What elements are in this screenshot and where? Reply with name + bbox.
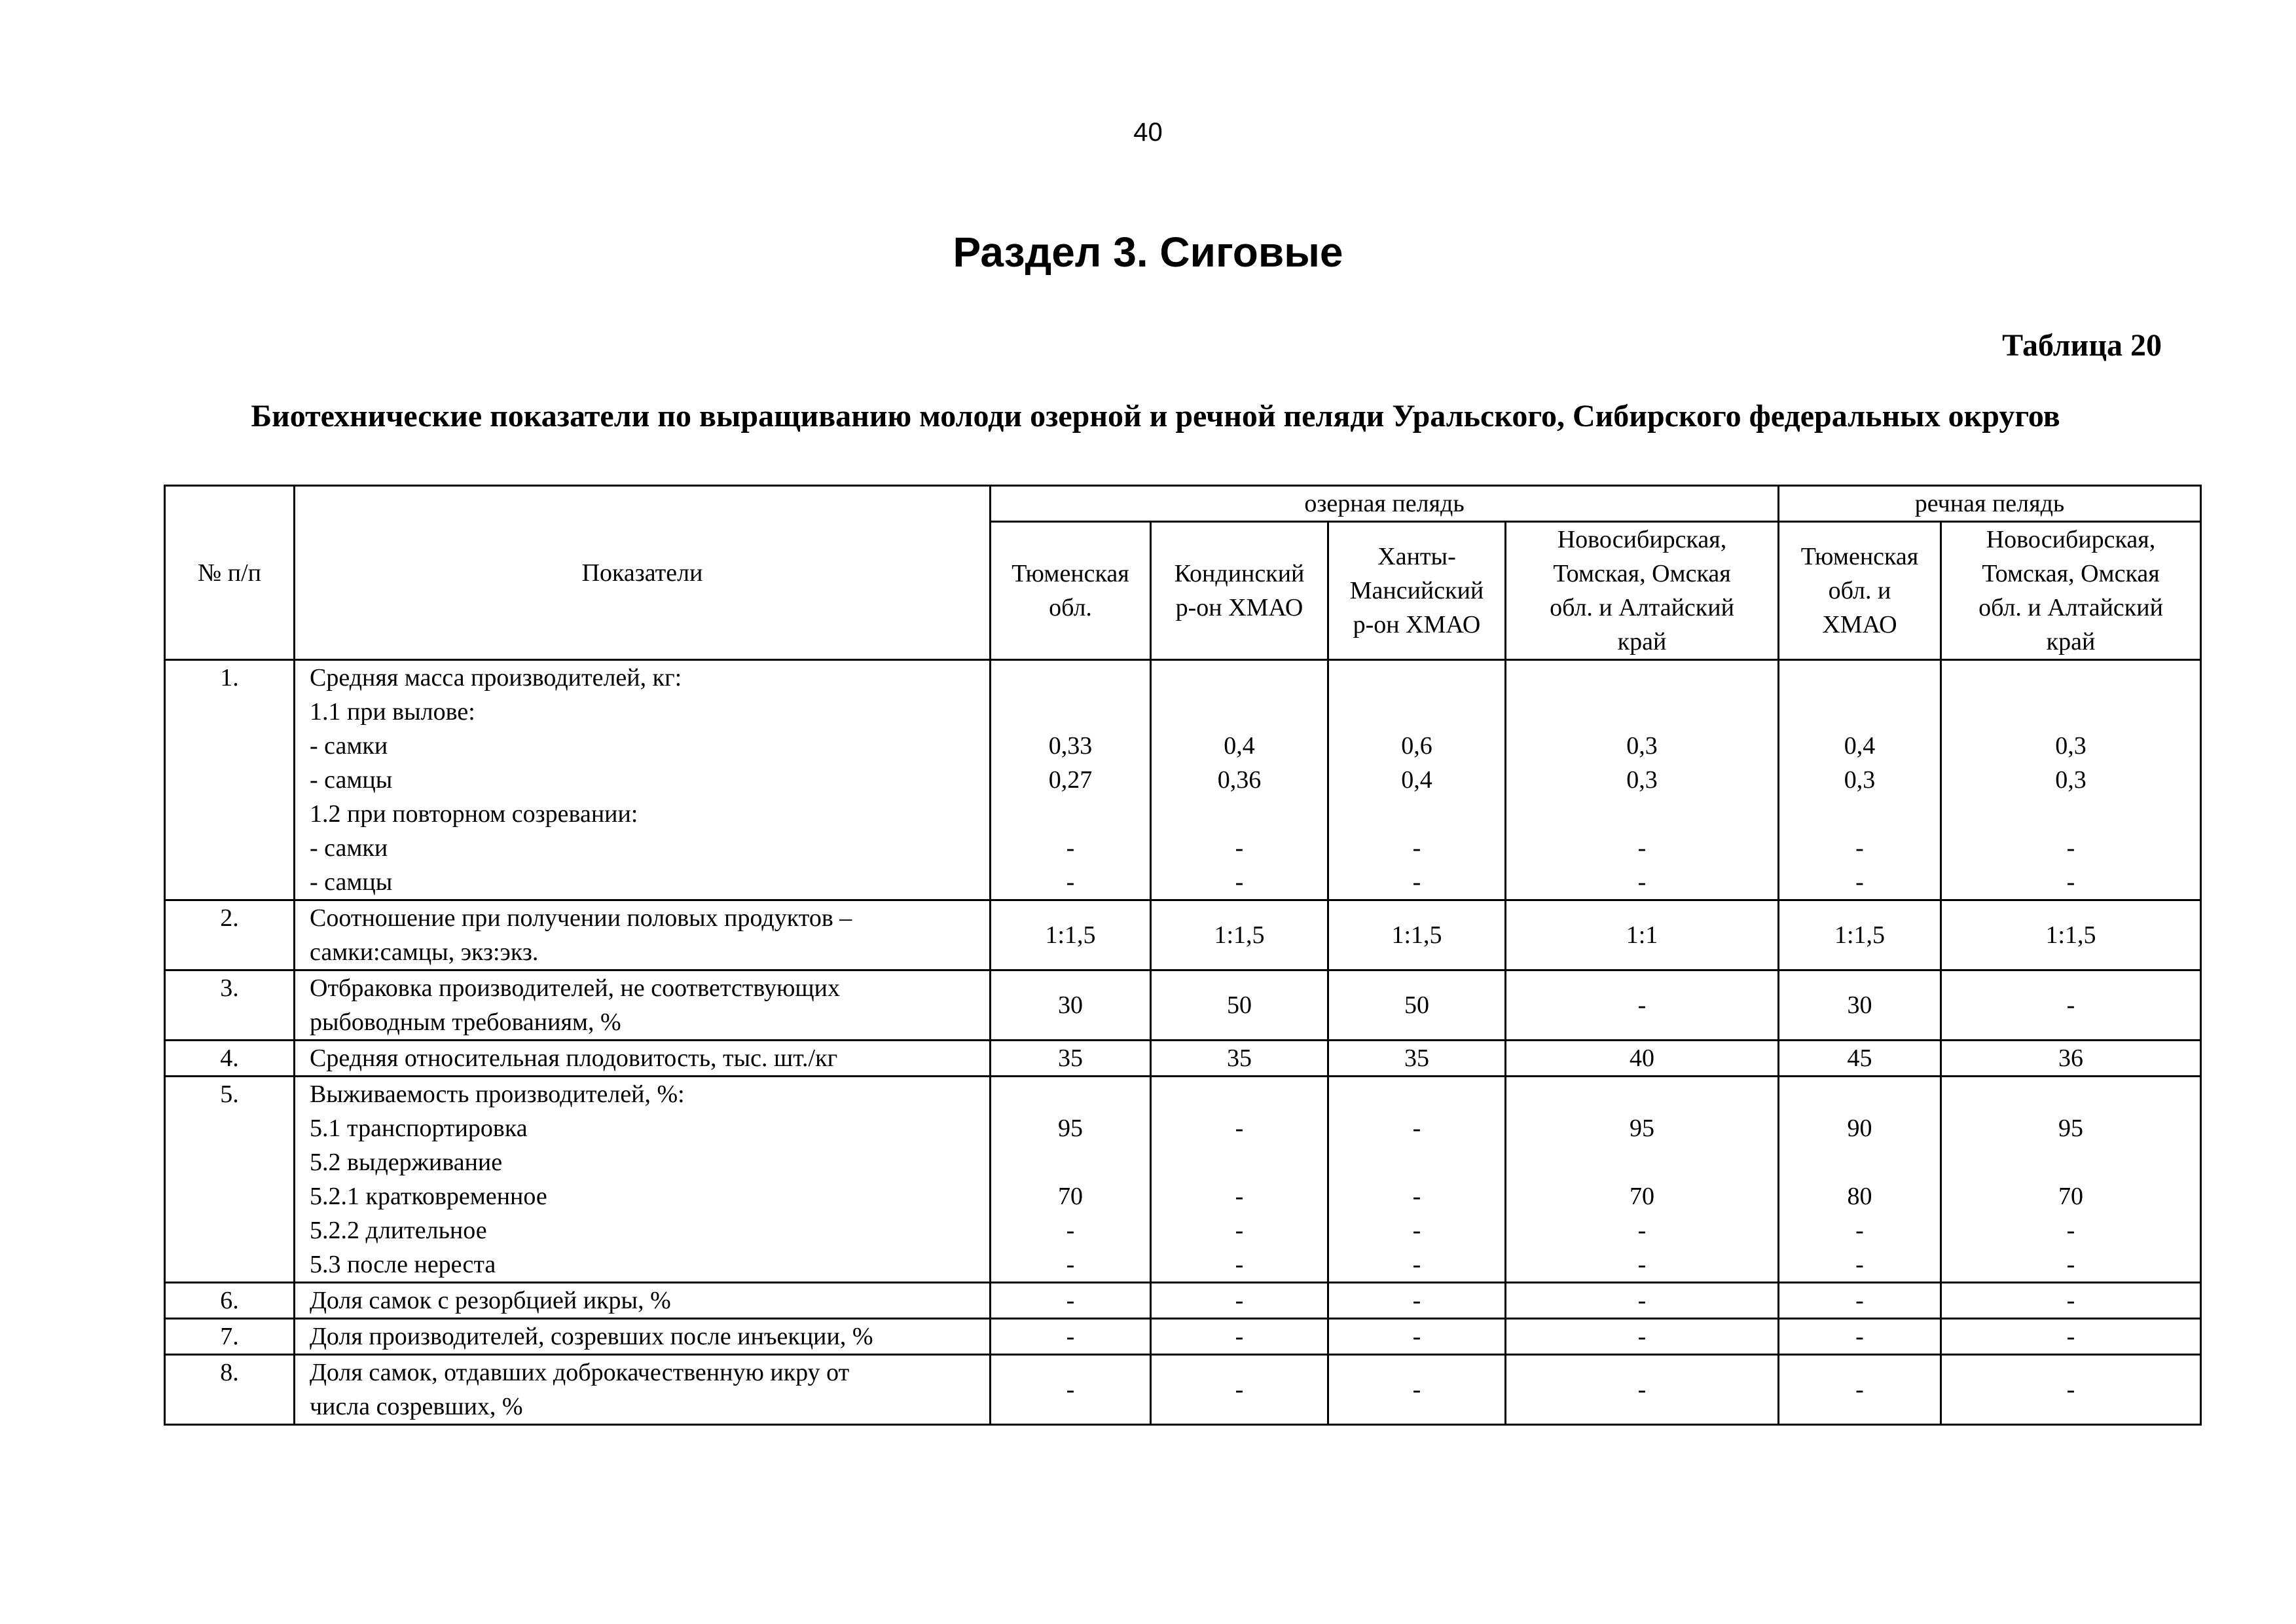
header-col-6: Новосибирская, Томская, Омская обл. и Алтайский край (1941, 522, 2201, 660)
header-indicator: Показатели (295, 486, 991, 660)
row-value: 1:1,5 (991, 900, 1151, 970)
row-value: 45 (1779, 1041, 1941, 1077)
row-value: 0,6 0,4 - - (1328, 660, 1506, 900)
table-row (165, 660, 2201, 900)
row-value: 0,33 0,27 - - (991, 660, 1151, 900)
row-value: 35 (991, 1041, 1151, 1077)
row-value: - (1328, 1355, 1506, 1425)
row-value: 36 (1941, 1041, 2201, 1077)
table-row (165, 1077, 2201, 1283)
row-value: - (1151, 1319, 1328, 1355)
row-value: 30 (1779, 970, 1941, 1041)
row-value: - (1941, 1355, 2201, 1425)
table-row (165, 900, 2201, 970)
row-value: - (1779, 1319, 1941, 1355)
row-indicator: Средняя относительная плодовитость, тыс. шт./кг (295, 1041, 991, 1077)
row-value: - (1506, 1355, 1779, 1425)
row-value: - (1506, 970, 1779, 1041)
row-value: 0,4 0,36 - - (1151, 660, 1328, 900)
row-value: - (1506, 1319, 1779, 1355)
page-number: 40 (1133, 118, 1163, 147)
row-num: 7. (165, 1319, 295, 1355)
header-col-2: Кондинский р-он ХМАО (1151, 522, 1328, 660)
row-value: - - - - (1151, 1077, 1328, 1283)
row-num: 1. (165, 660, 295, 900)
row-value: 0,3 0,3 - - (1506, 660, 1779, 900)
table-row (165, 1041, 2201, 1077)
header-group-lake: озерная пелядь (991, 486, 1779, 522)
data-table (164, 485, 2202, 1426)
row-value: - (1941, 1319, 2201, 1355)
row-value: - (1328, 1319, 1506, 1355)
table-caption: Биотехнические показатели по выращиванию молоди озерной и речной пеляди Уральского, Сибирского федеральных округов (251, 399, 2060, 434)
row-value: 95 70 - - (991, 1077, 1151, 1283)
row-indicator: Доля самок с резорбцией икры, % (295, 1283, 991, 1319)
row-num: 5. (165, 1077, 295, 1283)
header-col-3: Ханты- Мансийский р-он ХМАО (1328, 522, 1506, 660)
table-row (165, 1283, 2201, 1319)
row-num: 2. (165, 900, 295, 970)
row-value: - (1151, 1283, 1328, 1319)
section-title: Раздел 3. Сиговые (953, 229, 1343, 276)
header-num: № п/п (165, 486, 295, 660)
row-value: 1:1,5 (1151, 900, 1328, 970)
row-value: 1:1,5 (1941, 900, 2201, 970)
row-value: 90 80 - - (1779, 1077, 1941, 1283)
row-indicator: Средняя масса производителей, кг: 1.1 при вылове: - самки - самцы 1.2 при повторном созревании: - самки - самцы (295, 660, 991, 900)
row-value: - (991, 1283, 1151, 1319)
row-num: 4. (165, 1041, 295, 1077)
header-group-river: речная пелядь (1779, 486, 2201, 522)
row-num: 3. (165, 970, 295, 1041)
header-col-5: Тюменская обл. и ХМАО (1779, 522, 1941, 660)
row-value: 35 (1328, 1041, 1506, 1077)
row-value: - (991, 1319, 1151, 1355)
row-value: - (1779, 1283, 1941, 1319)
row-num: 6. (165, 1283, 295, 1319)
row-value: 30 (991, 970, 1151, 1041)
row-value: 50 (1328, 970, 1506, 1041)
row-indicator: Доля самок, отдавших доброкачественную икру от числа созревших, % (295, 1355, 991, 1425)
row-value: 35 (1151, 1041, 1328, 1077)
row-value: - (1328, 1283, 1506, 1319)
row-value: 1:1,5 (1779, 900, 1941, 970)
table-row (165, 970, 2201, 1041)
row-value: - (1506, 1283, 1779, 1319)
table-label: Таблица 20 (2002, 328, 2162, 363)
header-col-1: Тюменская обл. (991, 522, 1151, 660)
row-indicator: Соотношение при получении половых продуктов – самки:самцы, экз:экз. (295, 900, 991, 970)
row-num: 8. (165, 1355, 295, 1425)
row-value: - (1779, 1355, 1941, 1425)
row-value: 1:1 (1506, 900, 1779, 970)
row-value: 50 (1151, 970, 1328, 1041)
row-value: 95 70 - - (1506, 1077, 1779, 1283)
row-value: 40 (1506, 1041, 1779, 1077)
row-value: 0,3 0,3 - - (1941, 660, 2201, 900)
row-indicator: Отбраковка производителей, не соответствующих рыбоводным требованиям, % (295, 970, 991, 1041)
row-value: - - - - (1328, 1077, 1506, 1283)
row-indicator: Доля производителей, созревших после инъекции, % (295, 1319, 991, 1355)
row-value: - (991, 1355, 1151, 1425)
row-value: - (1151, 1355, 1328, 1425)
row-value: - (1941, 1283, 2201, 1319)
row-value: 1:1,5 (1328, 900, 1506, 970)
row-indicator: Выживаемость производителей, %: 5.1 транспортировка 5.2 выдерживание 5.2.1 кратковременное 5.2.2 длительное 5.3 после нереста (295, 1077, 991, 1283)
row-value: - (1941, 970, 2201, 1041)
table-row (165, 1355, 2201, 1425)
table-row (165, 1319, 2201, 1355)
row-value: 95 70 - - (1941, 1077, 2201, 1283)
header-col-4: Новосибирская, Томская, Омская обл. и Алтайский край (1506, 522, 1779, 660)
row-value: 0,4 0,3 - - (1779, 660, 1941, 900)
